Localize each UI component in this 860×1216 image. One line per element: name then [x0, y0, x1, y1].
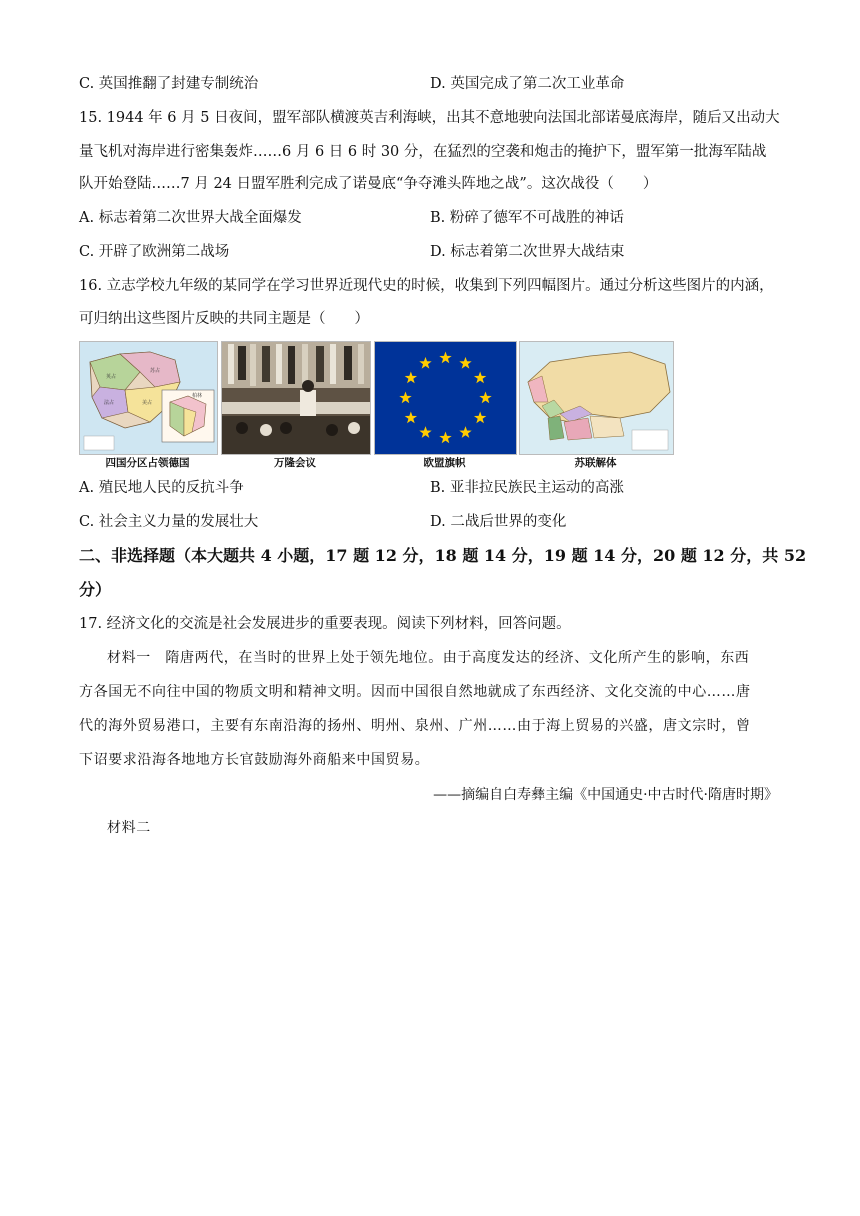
eu-flag-graphic: [375, 342, 516, 454]
q15-option-b: B. 粉碎了德军不可战胜的神话: [430, 210, 624, 226]
q15-option-a: A. 标志着第二次世界大战全面爆发: [79, 210, 302, 226]
map-label-berlin: 柏林: [192, 393, 203, 399]
q15-stem-line3: 队开始登陆……7 月 24 日盟军胜利完成了诺曼底“争夺滩头阵地之战”。这次战役（ ）: [79, 176, 658, 192]
q16-option-a: A. 殖民地人民的反抗斗争: [79, 480, 244, 496]
q17-material1-line4: 下诏要求沿海各地地方长官鼓励海外商船来中国贸易。: [79, 752, 430, 768]
q15-option-c: C. 开辟了欧洲第二战场: [79, 244, 230, 260]
eu-flag: [374, 341, 517, 455]
q17-stem: 17. 经济文化的交流是社会发展进步的重要表现。阅读下列材料，回答问题。: [79, 616, 571, 632]
caption-eu-flag: 欧盟旗帜: [423, 457, 466, 469]
germany-occupation-map: [79, 341, 218, 455]
map-label-french: 法占: [104, 400, 115, 406]
q16-option-b: B. 亚非拉民族民主运动的高涨: [430, 480, 624, 496]
q16-option-d: D. 二战后世界的变化: [430, 514, 567, 530]
section-2-heading-line1: 二、非选择题（本大题共 4 小题，17 题 12 分，18 题 14 分，19 题 14 分，20 题 12 分，共 52: [79, 546, 807, 565]
caption-bandung: 万隆会议: [274, 457, 316, 469]
ussr-dissolution-map: [519, 341, 674, 455]
q16-picture-strip: [79, 341, 679, 471]
caption-ussr-dissolution: 苏联解体: [574, 457, 617, 469]
q17-material1-line3: 代的海外贸易港口，主要有东南沿海的扬州、明州、泉州、广州……由于海上贸易的兴盛，唐文宗时，曾: [79, 718, 751, 734]
map-label-american: 美占: [142, 400, 153, 406]
q14-option-c: C. 英国推翻了封建专制统治: [79, 76, 259, 92]
map-label-british: 英占: [106, 374, 117, 380]
q15-stem-line1: 15. 1944 年 6 月 5 日夜间，盟军部队横渡英吉利海峡，出其不意地驶向法国北部诺曼底海岸，随后又出动大: [79, 110, 780, 126]
q16-stem-line1: 16. 立志学校九年级的某同学在学习世界近现代史的时候，收集到下列四幅图片。通过分析这些图片的内涵，: [79, 278, 774, 294]
q17-material1-source: ——摘编自白寿彝主编《中国通史·中古时代·隋唐时期》: [433, 787, 778, 803]
section-2-heading-line2: 分）: [79, 580, 112, 599]
q17-material1-line2: 方各国无不向往中国的物质文明和精神文明。因而中国很自然地就成了东西经济、文化交流的中心……唐: [79, 684, 751, 700]
q16-stem-line2: 可归纳出这些图片反映的共同主题是（ ）: [79, 311, 369, 327]
bandung-conference-photo: [221, 341, 371, 455]
q14-option-d: D. 英国完成了第二次工业革命: [430, 76, 625, 92]
q15-stem-line2: 量飞机对海岸进行密集轰炸……6 月 6 日 6 时 30 分，在猛烈的空袭和炮击的掩护下，盟军第一批海军陆战: [79, 144, 767, 160]
map-label-soviet: 苏占: [150, 368, 161, 374]
q17-material1-line1: 材料一 隋唐两代，在当时的世界上处于领先地位。由于高度发达的经济、文化所产生的影响，东西: [107, 650, 750, 666]
caption-germany-occupation: 四国分区占领德国: [105, 457, 190, 469]
q16-option-c: C. 社会主义力量的发展壮大: [79, 514, 259, 530]
q15-option-d: D. 标志着第二次世界大战结束: [430, 244, 625, 260]
q17-material2-label: 材料二: [107, 820, 151, 836]
